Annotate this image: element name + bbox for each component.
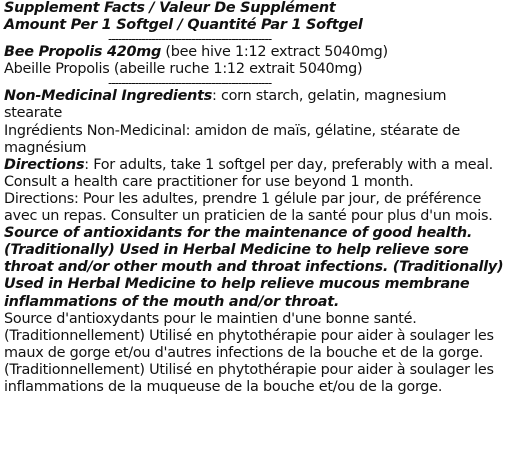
- medicinal-ingredient-name: Bee Propolis 420mg: [4, 44, 162, 61]
- medicinal-ingredient-detail: (bee hive 1:12 extract 5040mg): [161, 44, 388, 61]
- non-medicinal-en: [4, 88, 504, 122]
- directions-label: Directions: [4, 156, 85, 173]
- claims-en: Source of antioxidants for the maintenance of good health. (Traditionally) Used in Herbal Medicine to help relieve sore throat and/or other mouth and throat infections. (Traditionally) Used in Herbal Medicine to help relieve mucous membrane inflammations of the mouth and/or throat.: [4, 225, 504, 310]
- non-medicinal-label: Non-Medicinal Ingredients: [4, 88, 213, 105]
- facts-title: Supplement Facts / Valeur De Supplément: [4, 0, 336, 16]
- medicinal-ingredient-en: [4, 44, 504, 61]
- non-medicinal-fr: Ingrédients Non-Medicinal: amidon de maïs, gélatine, stéarate de magnésium: [4, 122, 461, 156]
- divider-rule-top: -------------------------------------------------: [108, 34, 272, 45]
- non-medicinal-text: : corn starch, gelatin, magnesium stearate: [4, 88, 447, 122]
- claims-fr: Source d'antioxydants pour le maintien d'une bonne santé. (Traditionnellement) Utilisé en phytothérapie pour aider à soulager les maux de gorge et/ou d'autres infections de la bouche et de la gorge. (Traditionnellement) Utilisé en phytothérapie pour aider à soulager les inflammations de la muqueuse de la bouche et/ou de la gorge.: [4, 310, 494, 395]
- directions-fr: Directions: Pour les adultes, prendre 1 gélule par jour, de préférence avec un repas. Consulter un praticien de la santé pour plus d'un mois.: [4, 190, 493, 225]
- medicinal-ingredient-fr: Abeille Propolis (abeille ruche 1:12 extrait 5040mg): [4, 61, 363, 78]
- divider-rule-bottom: -------------------------------------------------: [108, 78, 272, 89]
- serving-amount: Amount Per 1 Softgel / Quantité Par 1 Softgel: [4, 17, 363, 34]
- directions-text: : For adults, take 1 softgel per day, preferably with a meal. Consult a health care practitioner for use beyond 1 month.: [4, 156, 493, 190]
- directions-en: [4, 157, 504, 191]
